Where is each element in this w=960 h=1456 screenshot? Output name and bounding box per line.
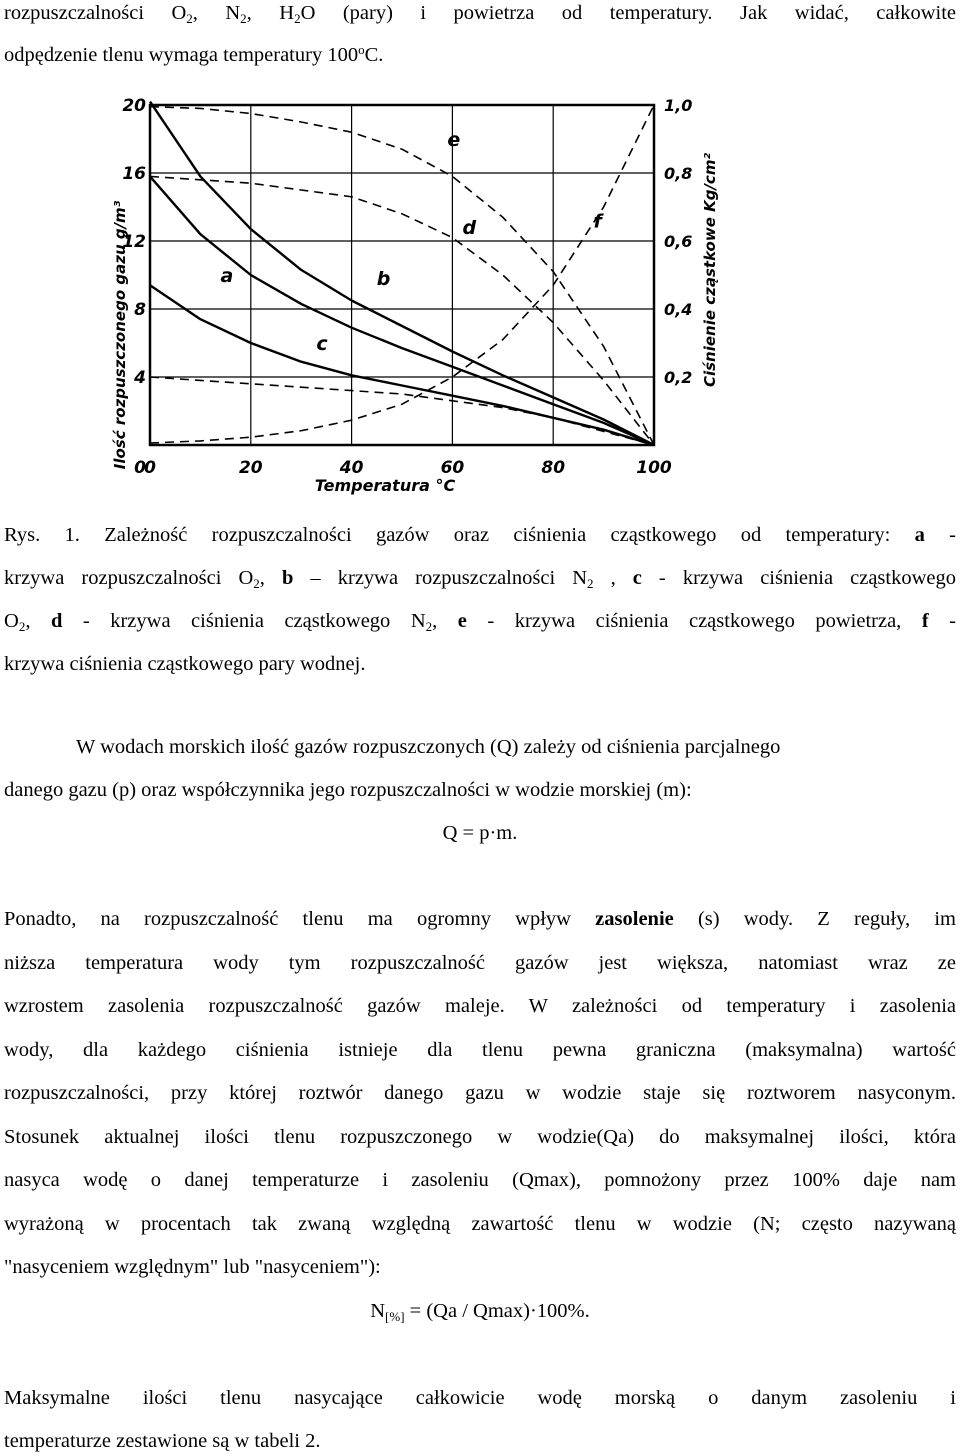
x-tick-label: 20 [238, 458, 263, 478]
text-fragment: krzywa rozpuszczalności O [4, 567, 254, 589]
x-tick-label: 80 [541, 458, 566, 478]
text-line [4, 0, 956, 26]
paragraph-line: temperaturze zestawione są w tabeli 2. [4, 1430, 321, 1452]
y-left-tick-label: 4 [134, 368, 146, 388]
curve-unlabeled [150, 377, 654, 445]
y-left-tick-label: 8 [134, 300, 146, 320]
text-fragment: , H [246, 2, 295, 24]
curve-letter: b [281, 567, 294, 589]
subscript: 2 [587, 576, 594, 591]
paragraph-line: wyrażoną w procentach tak zwaną względną zawartość tlenu w wodzie (N; często nazywaną [4, 1213, 956, 1235]
curve-label-d: d [462, 217, 477, 240]
paragraph-line: wody, dla każdego ciśnienia istnieje dla tlenu pewna graniczna (maksymalna) wartość [4, 1039, 956, 1061]
text-fragment: N [370, 1300, 386, 1322]
subscript: 2 [186, 11, 193, 26]
text-fragment: - krzywa ciśnienia cząstkowego powietrza, [466, 610, 922, 632]
y-axis-right-label: Ciśnienie cząstkowe Kg/cm² [701, 152, 719, 388]
y-axis-left-label: Ilość rozpuszczonego gazu g/m³ [111, 200, 129, 470]
text-fragment: - [924, 524, 957, 546]
x-tick-label: 40 [339, 458, 364, 478]
text-fragment: , [25, 610, 51, 632]
paragraph-line: wzrostem zasolenia rozpuszczalność gazów maleje. W zależności od temperatury i zasolenia [4, 995, 956, 1017]
text-fragment: - krzywa ciśnienia cząstkowego [641, 567, 957, 589]
y-right-tick-label: 0,4 [664, 300, 693, 319]
paragraph-line: "nasyceniem względnym" lub "nasyceniem"): [4, 1256, 381, 1278]
curve-letter: d [50, 610, 63, 632]
superscript: o [358, 42, 365, 57]
text-fragment: – krzywa rozpuszczalności N [293, 567, 588, 589]
caption-line: krzywa ciśnienia cząstkowego pary wodnej. [4, 653, 366, 675]
x-tick-label: 60 [440, 458, 465, 478]
text-fragment: O [4, 610, 19, 632]
paragraph-line: niższa temperatura wody tym rozpuszczalność gazów jest większa, natomiast wraz ze [4, 952, 956, 974]
curve-label-e: e [447, 128, 461, 151]
text-fragment: , [593, 567, 633, 589]
subscript: 2 [18, 619, 26, 634]
text-fragment: , [432, 610, 458, 632]
text-fragment: - [928, 610, 956, 632]
text-line [4, 42, 956, 68]
y-left-tick-label: 12 [122, 232, 146, 252]
text-fragment: O (pary) i powietrza od temperatury. Jak widać, całkowite [300, 2, 956, 24]
subscript: 2 [294, 11, 301, 26]
caption-line [4, 608, 956, 634]
subscript: 2 [240, 11, 247, 26]
curve-labels [221, 129, 605, 355]
paragraph-line: W wodach morskich ilość gazów rozpuszczonych (Q) zależy od ciśnienia parcjalnego [76, 736, 781, 758]
curve-label-b: b [376, 268, 391, 291]
paragraph-line [4, 906, 956, 932]
subscript: [%] [385, 1309, 405, 1324]
bold-term: zasolenie [595, 908, 674, 930]
curve-label-a: a [220, 264, 234, 287]
x-axis-label: Temperatura °C [314, 476, 456, 495]
figure-chart [100, 90, 720, 500]
y-left-tick-label: 16 [122, 164, 146, 184]
curve-letter: a [914, 524, 925, 546]
paragraph-line: rozpuszczalności, przy której roztwór danego gazu w wodzie staje się roztworem nasyconym. [4, 1082, 956, 1104]
curve-letter: e [457, 610, 467, 632]
formula [4, 1298, 956, 1324]
paragraph-line: Maksymalne ilości tlenu nasycające całkowicie wodę morską o danym zasoleniu i [4, 1387, 956, 1409]
caption-line [4, 522, 956, 548]
text-fragment: rozpuszczalności O [4, 2, 187, 24]
paragraph-line: nasyca wodę o danej temperaturze i zasoleniu (Qmax), pomnożony przez 100% daje nam [4, 1169, 956, 1191]
y-right-tick-label: 0,2 [664, 368, 693, 387]
text-fragment: Rys. 1. Zależność rozpuszczalności gazów oraz ciśnienia cząstkowego od temperatury: [4, 524, 915, 546]
paragraph-line: danego gazu (p) oraz współczynnika jego rozpuszczalności w wodzie morskiej (m): [4, 779, 692, 801]
curve-letter: c [632, 567, 642, 589]
y-right-tick-label: 0,8 [664, 164, 693, 183]
curve-label-c: c [316, 332, 328, 355]
text-fragment: , [259, 567, 282, 589]
text-fragment: (s) wody. Z reguły, im [673, 908, 956, 930]
y-left-tick-label: 0 [134, 458, 146, 478]
y-right-tick-label: 0,6 [664, 232, 693, 251]
text-fragment: - krzywa ciśnienia cząstkowego N [62, 610, 426, 632]
text-fragment: odpędzenie tlenu wymaga temperatury 100 [4, 44, 359, 66]
chart-svg [100, 90, 720, 500]
text-fragment: = (Qa / Qmax)·100%. [404, 1300, 590, 1322]
y-left-tick-label: 20 [122, 96, 146, 116]
text-fragment: C. [364, 44, 384, 66]
subscript: 2 [253, 576, 260, 591]
x-tick-label: 0 [144, 458, 156, 478]
curve-label-f: f [593, 210, 602, 233]
caption-line [4, 565, 956, 591]
x-tick-label: 100 [636, 458, 672, 478]
paragraph-line: Stosunek aktualnej ilości tlenu rozpuszczonego w wodzie(Qa) do maksymalnej ilości, która [4, 1126, 956, 1148]
formula: Q = p·m. [442, 822, 518, 844]
subscript: 2 [425, 619, 433, 634]
text-fragment: , N [192, 2, 241, 24]
y-right-tick-label: 1,0 [664, 96, 693, 115]
text-fragment: Ponadto, na rozpuszczalność tlenu ma ogromny wpływ [4, 908, 596, 930]
curve-letter: f [921, 610, 929, 632]
